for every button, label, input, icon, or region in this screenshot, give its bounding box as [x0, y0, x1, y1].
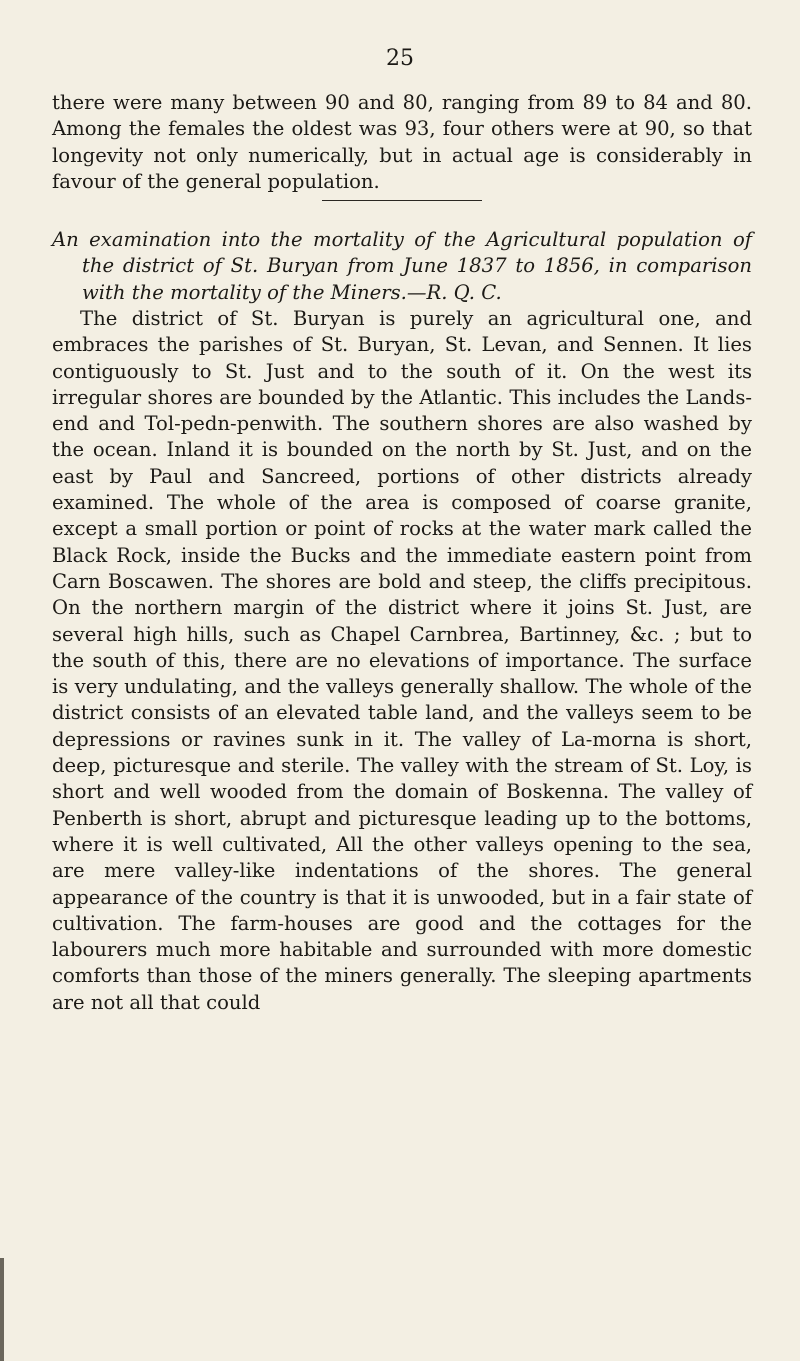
intro-paragraph: there were many between 90 and 80, ranging from 89 to 84 and 80. Among the females the oldest was 93, four others were at 90, so that longevity not only numerically, but in actual age is considerably in favour of the general population.	[52, 91, 752, 193]
section-heading: An examination into the mortality of the Agricultural population of the district of St. Buryan from June 1837 to 1856, in comparison with the mortality of the Miners.—R. Q. C.	[52, 228, 752, 304]
page-number: 25	[386, 46, 414, 71]
section-body: The district of St. Buryan is purely an agricultural one, and embraces the parishes of St. Buryan, St. Levan, and Sennen. It lies contiguously to St. Just and to the south of it. On the west its irregular shores are bounded by the Atlantic. This includes the Lands-end and Tol-pedn-penwith. The southern shores are also washed by the ocean. Inland it is bounded on the north by St. Just, and on the east by Paul and Sancreed, portions of other districts already examined. The whole of the area is composed of coarse granite, except a small portion or point of rocks at the water mark called the Black Rock, inside the Bucks and the immediate eastern point from Carn Boscawen. The shores are bold and steep, the cliffs precipitous. On the northern margin of the district where it joins St. Just, are several high hills, such as Chapel Carnbrea, Bartinney, &c. ; but to the south of this, there are no elevations of importance. The surface is very undulating, and the valleys generally shallow. The whole of the district consists of an elevated table land, and the valleys seem to be depressions or ravines sunk in it. The valley of La-morna is short, deep, picturesque and sterile. The valley with the stream of St. Loy, is short and well wooded from the domain of Boskenna. The valley of Penberth is short, abrupt and picturesque leading up to the bottoms, where it is well cultivated, All the other valleys opening to the sea, are mere valley-like indentations of the shores. The general appearance of the country is that it is unwooded, but in a fair state of cultivation. The farm-houses are good and the cottages for the labourers much more habitable and surrounded with more domestic comforts than those of the miners generally. The sleeping apartments are not all that could	[52, 307, 752, 1014]
page-edge-mark	[0, 1258, 4, 1361]
section-divider	[322, 200, 482, 201]
